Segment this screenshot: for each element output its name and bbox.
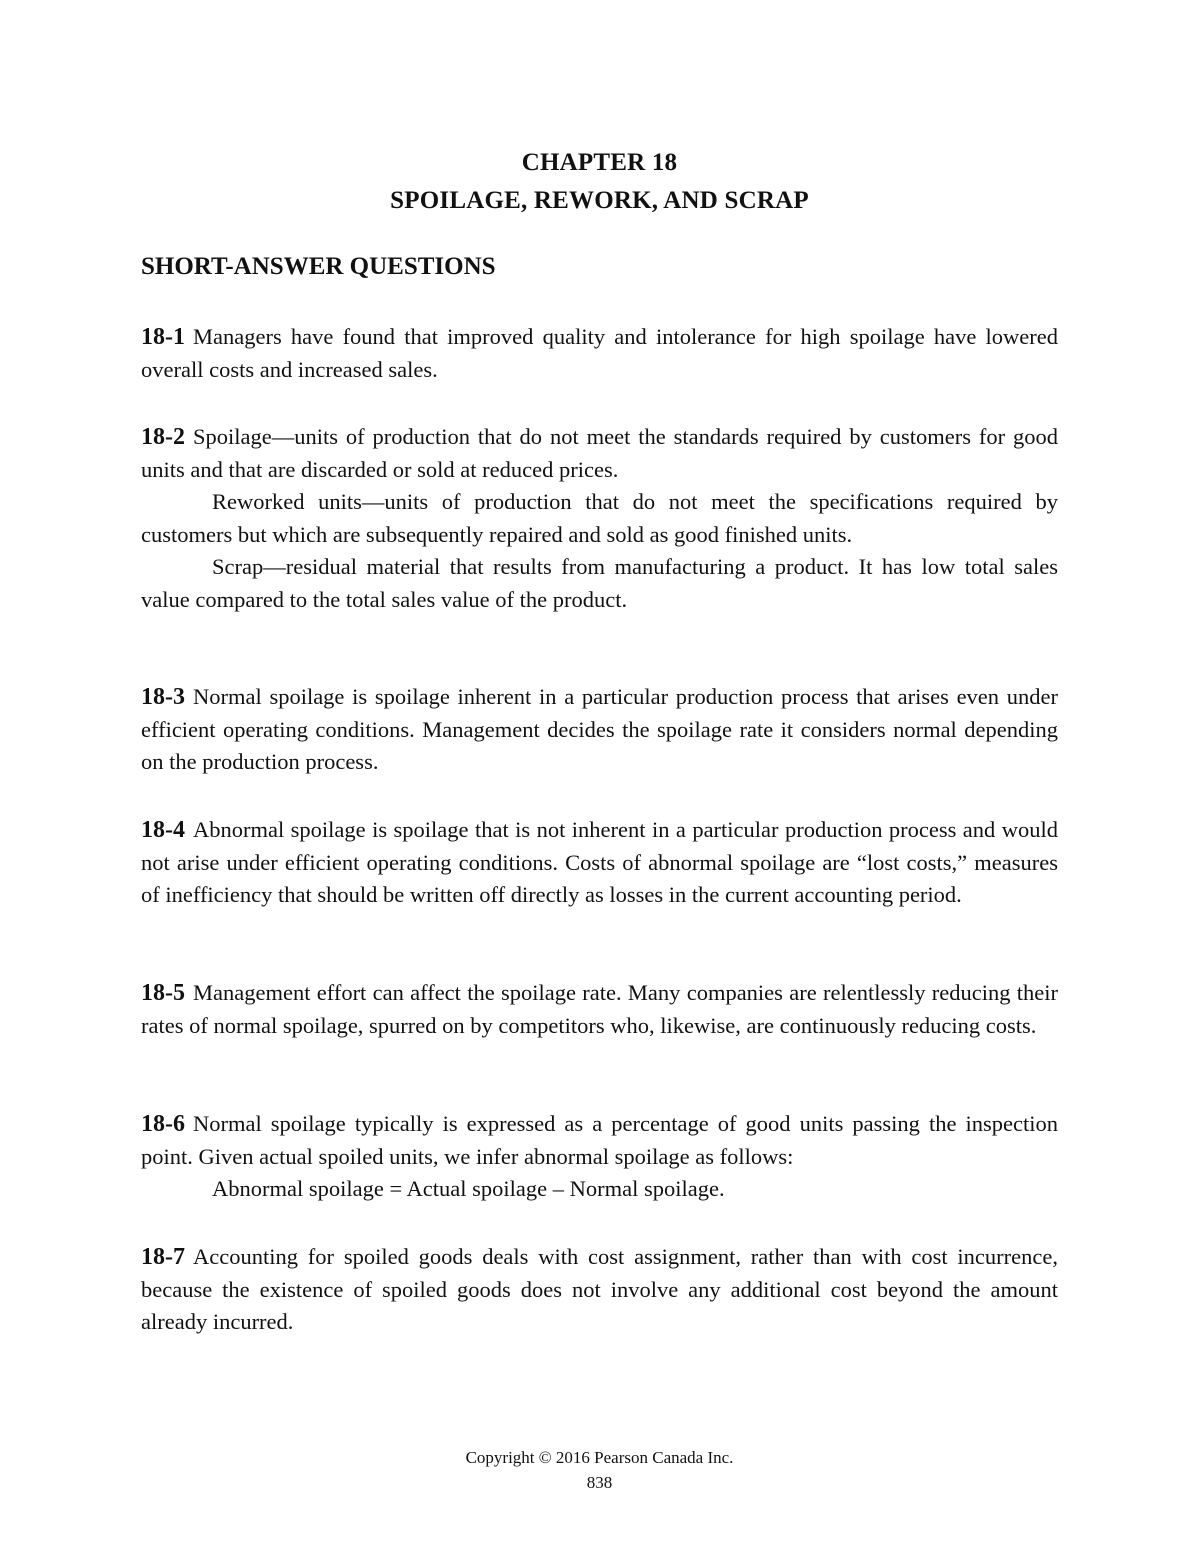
question-number: 18-3	[141, 684, 185, 710]
question-paragraph	[141, 321, 1058, 386]
question-paragraph	[141, 681, 1058, 779]
chapter-heading	[141, 144, 1058, 220]
question-paragraph	[141, 421, 1058, 486]
question-18-1	[141, 321, 1058, 386]
question-paragraph: Scrap—residual material that results from manufacturing a product. It has low total sales value compared to the total sales value of the product.	[141, 554, 1058, 612]
question-number: 18-2	[141, 424, 185, 450]
question-text: Normal spoilage typically is expressed as a percentage of good units passing the inspection point. Given actual spoiled units, we infer abnormal spoilage as follows:	[141, 1111, 1058, 1169]
abnormal-spoilage-formula: Abnormal spoilage = Actual spoilage – Normal spoilage.	[212, 1176, 725, 1201]
question-text: Normal spoilage is spoilage inherent in a particular production process that arises even under efficient operating conditions. Management decides the spoilage rate it considers normal depending on the production process.	[141, 684, 1058, 774]
question-18-6	[141, 1108, 1058, 1206]
question-text: Accounting for spoiled goods deals with cost assignment, rather than with cost incurrence, because the existence of spoiled goods does not involve any additional cost beyond the amount already incurred.	[141, 1244, 1058, 1334]
question-paragraph	[141, 1108, 1058, 1173]
question-18-3	[141, 681, 1058, 779]
question-text: Abnormal spoilage is spoilage that is not inherent in a particular production process and would not arise under efficient operating conditions. Costs of abnormal spoilage are “lost costs,” measures of inefficiency that should be written off directly as losses in the current accounting period.	[141, 817, 1058, 907]
question-18-5	[141, 977, 1058, 1042]
page-footer	[141, 1445, 1058, 1495]
question-paragraph	[141, 977, 1058, 1042]
question-18-4	[141, 814, 1058, 912]
question-paragraph: Reworked units—units of production that do not meet the specifications required by customers but which are subsequently repaired and sold as good finished units.	[141, 489, 1058, 547]
chapter-number: CHAPTER 18	[521, 149, 678, 176]
question-18-7	[141, 1241, 1058, 1339]
chapter-title: SPOILAGE, REWORK, AND SCRAP	[390, 187, 809, 214]
question-paragraph	[141, 1241, 1058, 1339]
page-number: 838	[586, 1473, 613, 1492]
question-number: 18-4	[141, 817, 185, 843]
question-text: Spoilage—units of production that do not meet the standards required by customers for good units and that are discarded or sold at reduced prices.	[141, 424, 1058, 482]
question-18-2	[141, 421, 1058, 616]
question-text: Managers have found that improved quality and intolerance for high spoilage have lowered overall costs and increased sales.	[141, 324, 1058, 382]
question-number: 18-5	[141, 980, 185, 1006]
question-number: 18-7	[141, 1244, 185, 1270]
question-paragraph	[141, 814, 1058, 912]
question-text: Management effort can affect the spoilage rate. Many companies are relentlessly reducing their rates of normal spoilage, spurred on by competitors who, likewise, are continuously reducing costs.	[141, 980, 1058, 1038]
section-heading: SHORT-ANSWER QUESTIONS	[141, 253, 496, 280]
question-number: 18-1	[141, 324, 185, 350]
document-page	[141, 0, 1058, 1553]
copyright-notice: Copyright © 2016 Pearson Canada Inc.	[465, 1448, 734, 1467]
question-number: 18-6	[141, 1111, 185, 1137]
